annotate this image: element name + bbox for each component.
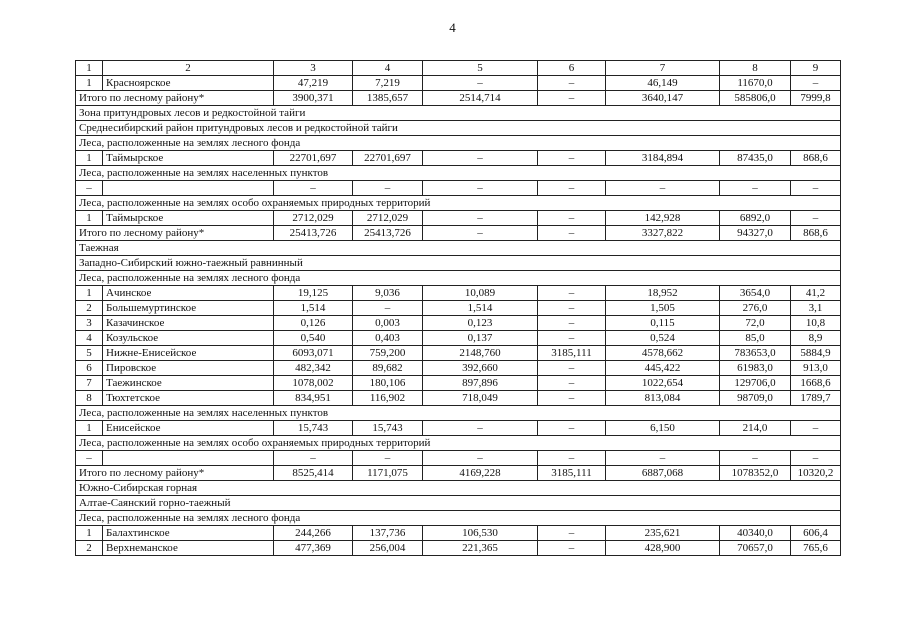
table-cell: 0,123: [423, 316, 538, 331]
table-cell: 482,342: [274, 361, 353, 376]
section-title: Алтае-Саянский горно-таежный: [76, 496, 841, 511]
table-cell: 221,365: [423, 541, 538, 556]
table-cell: –: [791, 211, 841, 226]
table-cell: 428,900: [606, 541, 720, 556]
section-row: [76, 241, 841, 256]
section-title: Леса, расположенные на землях лесного фонда: [76, 136, 841, 151]
table-row: [76, 331, 841, 346]
section-title: Леса, расположенные на землях особо охраняемых природных территорий: [76, 436, 841, 451]
table-cell: 0,524: [606, 331, 720, 346]
forestry-name: Балахтинское: [103, 526, 274, 541]
forestry-name: Пировское: [103, 361, 274, 376]
table-cell: –: [606, 181, 720, 196]
table-cell: 15,743: [353, 421, 423, 436]
forestry-name: Козульское: [103, 331, 274, 346]
forest-data-table: [75, 60, 841, 556]
table-cell: 85,0: [720, 331, 791, 346]
table-cell: –: [538, 316, 606, 331]
table-cell: 1385,657: [353, 91, 423, 106]
section-title: Леса, расположенные на землях населенных пунктов: [76, 406, 841, 421]
forestry-name: Большемуртинское: [103, 301, 274, 316]
table-cell: 4169,228: [423, 466, 538, 481]
table-cell: 4578,662: [606, 346, 720, 361]
table-cell: 180,106: [353, 376, 423, 391]
table-cell: 256,004: [353, 541, 423, 556]
forestry-name: Енисейское: [103, 421, 274, 436]
table-cell: –: [538, 376, 606, 391]
table-cell: 6887,068: [606, 466, 720, 481]
table-cell: 477,369: [274, 541, 353, 556]
row-number: –: [76, 181, 103, 196]
table-cell: 22701,697: [353, 151, 423, 166]
table-cell: –: [538, 361, 606, 376]
table-cell: 2712,029: [353, 211, 423, 226]
forestry-name: Нижне-Енисейское: [103, 346, 274, 361]
table-cell: –: [791, 451, 841, 466]
table-cell: 70657,0: [720, 541, 791, 556]
total-label: Итого по лесному району*: [76, 91, 274, 106]
table-cell: 7999,8: [791, 91, 841, 106]
table-cell: –: [720, 181, 791, 196]
forestry-name: Таежинское: [103, 376, 274, 391]
table-cell: –: [538, 391, 606, 406]
table-cell: 3640,147: [606, 91, 720, 106]
total-label: Итого по лесному району*: [76, 226, 274, 241]
table-cell: 46,149: [606, 76, 720, 91]
table-cell: –: [538, 541, 606, 556]
table-cell: –: [791, 421, 841, 436]
table-cell: 1789,7: [791, 391, 841, 406]
table-cell: –: [538, 211, 606, 226]
section-row: [76, 136, 841, 151]
forestry-name: Ачинское: [103, 286, 274, 301]
table-cell: 445,422: [606, 361, 720, 376]
row-number: 8: [76, 391, 103, 406]
table-cell: 72,0: [720, 316, 791, 331]
table-cell: –: [274, 451, 353, 466]
table-row: [76, 301, 841, 316]
table-row: [76, 376, 841, 391]
table-cell: –: [274, 181, 353, 196]
table-cell: 87435,0: [720, 151, 791, 166]
table-cell: –: [538, 526, 606, 541]
table-row: [76, 151, 841, 166]
table-row: [76, 286, 841, 301]
table-cell: 2514,714: [423, 91, 538, 106]
section-title: Южно-Сибирская горная: [76, 481, 841, 496]
row-number: 7: [76, 376, 103, 391]
table-cell: –: [538, 421, 606, 436]
table-cell: 1,514: [423, 301, 538, 316]
table-cell: 11670,0: [720, 76, 791, 91]
section-title: Леса, расположенные на землях особо охраняемых природных территорий: [76, 196, 841, 211]
table-row: [76, 316, 841, 331]
table-cell: –: [791, 76, 841, 91]
table-cell: 1,514: [274, 301, 353, 316]
forestry-name: [103, 451, 274, 466]
row-number: 1: [76, 421, 103, 436]
table-cell: 276,0: [720, 301, 791, 316]
row-number: 2: [76, 301, 103, 316]
table-cell: 868,6: [791, 151, 841, 166]
section-row: [76, 256, 841, 271]
table-cell: 3185,111: [538, 466, 606, 481]
table-cell: 3185,111: [538, 346, 606, 361]
table-row: [76, 76, 841, 91]
table-cell: 40340,0: [720, 526, 791, 541]
table-cell: –: [538, 331, 606, 346]
table-cell: 106,530: [423, 526, 538, 541]
forestry-name: Тюхтетское: [103, 391, 274, 406]
table-cell: 25413,726: [353, 226, 423, 241]
section-row: [76, 166, 841, 181]
section-title: Таежная: [76, 241, 841, 256]
column-number-header: 4: [353, 61, 423, 76]
table-cell: –: [538, 301, 606, 316]
table-cell: –: [423, 211, 538, 226]
table-cell: 3327,822: [606, 226, 720, 241]
table-cell: 25413,726: [274, 226, 353, 241]
table-cell: –: [606, 451, 720, 466]
table-cell: 244,266: [274, 526, 353, 541]
table-cell: 6093,071: [274, 346, 353, 361]
section-row: [76, 121, 841, 136]
table-cell: –: [423, 76, 538, 91]
column-number-header: 2: [103, 61, 274, 76]
table-row: [76, 451, 841, 466]
column-number-header: 6: [538, 61, 606, 76]
table-cell: –: [423, 181, 538, 196]
row-number: 3: [76, 316, 103, 331]
table-cell: 10,089: [423, 286, 538, 301]
table-cell: –: [423, 421, 538, 436]
table-cell: 3184,894: [606, 151, 720, 166]
forestry-name: Таймырское: [103, 211, 274, 226]
section-row: [76, 106, 841, 121]
table-cell: –: [353, 451, 423, 466]
table-cell: 47,219: [274, 76, 353, 91]
table-cell: 1668,6: [791, 376, 841, 391]
table-cell: –: [791, 181, 841, 196]
table-cell: 41,2: [791, 286, 841, 301]
section-row: [76, 196, 841, 211]
table-cell: 2148,760: [423, 346, 538, 361]
table-cell: –: [538, 91, 606, 106]
table-cell: 6,150: [606, 421, 720, 436]
table-cell: 0,403: [353, 331, 423, 346]
section-row: [76, 481, 841, 496]
table-cell: 89,682: [353, 361, 423, 376]
section-title: Леса, расположенные на землях лесного фонда: [76, 511, 841, 526]
table-cell: 765,6: [791, 541, 841, 556]
table-cell: –: [423, 151, 538, 166]
table-cell: 783653,0: [720, 346, 791, 361]
table-cell: –: [538, 451, 606, 466]
table-cell: 606,4: [791, 526, 841, 541]
table-cell: 116,902: [353, 391, 423, 406]
forestry-name: Таймырское: [103, 151, 274, 166]
section-row: [76, 496, 841, 511]
table-cell: 3,1: [791, 301, 841, 316]
table-cell: 392,660: [423, 361, 538, 376]
forestry-name: Верхнеманское: [103, 541, 274, 556]
row-number: –: [76, 451, 103, 466]
section-row: [76, 406, 841, 421]
table-cell: –: [538, 181, 606, 196]
table-cell: 235,621: [606, 526, 720, 541]
table-cell: 1171,075: [353, 466, 423, 481]
table-cell: 759,200: [353, 346, 423, 361]
table-row: [76, 361, 841, 376]
table-cell: 137,736: [353, 526, 423, 541]
table-cell: –: [353, 181, 423, 196]
table-cell: 18,952: [606, 286, 720, 301]
table-cell: 834,951: [274, 391, 353, 406]
table-cell: 813,084: [606, 391, 720, 406]
row-number: 1: [76, 76, 103, 91]
total-label: Итого по лесному району*: [76, 466, 274, 481]
section-title: Леса, расположенные на землях населенных пунктов: [76, 166, 841, 181]
table-cell: 913,0: [791, 361, 841, 376]
table-cell: 718,049: [423, 391, 538, 406]
total-row: [76, 91, 841, 106]
table-cell: 0,540: [274, 331, 353, 346]
table-cell: 2712,029: [274, 211, 353, 226]
table-cell: 0,137: [423, 331, 538, 346]
row-number: 1: [76, 526, 103, 541]
table-cell: 142,928: [606, 211, 720, 226]
column-number-header: 9: [791, 61, 841, 76]
table-cell: 6892,0: [720, 211, 791, 226]
table-cell: 8,9: [791, 331, 841, 346]
table-cell: 19,125: [274, 286, 353, 301]
table-cell: 3654,0: [720, 286, 791, 301]
row-number: 2: [76, 541, 103, 556]
row-number: 5: [76, 346, 103, 361]
table-cell: 214,0: [720, 421, 791, 436]
table-cell: 3900,371: [274, 91, 353, 106]
section-row: [76, 271, 841, 286]
table-row: [76, 391, 841, 406]
row-number: 4: [76, 331, 103, 346]
page-number: 4: [449, 20, 456, 35]
table-cell: –: [353, 301, 423, 316]
header-row: [76, 61, 841, 76]
row-number: 1: [76, 211, 103, 226]
forestry-name: [103, 181, 274, 196]
table-cell: 1,505: [606, 301, 720, 316]
forestry-name: Красноярское: [103, 76, 274, 91]
table-cell: 868,6: [791, 226, 841, 241]
table-cell: 585806,0: [720, 91, 791, 106]
table-cell: 10,8: [791, 316, 841, 331]
table-row: [76, 526, 841, 541]
section-title: Зона притундровых лесов и редкостойной тайги: [76, 106, 841, 121]
column-number-header: 1: [76, 61, 103, 76]
table-cell: –: [423, 451, 538, 466]
section-title: Среднесибирский район притундровых лесов и редкостойной тайги: [76, 121, 841, 136]
table-cell: 7,219: [353, 76, 423, 91]
column-number-header: 7: [606, 61, 720, 76]
table-cell: 0,115: [606, 316, 720, 331]
table-cell: 98709,0: [720, 391, 791, 406]
section-row: [76, 436, 841, 451]
forestry-name: Казачинское: [103, 316, 274, 331]
table-cell: 10320,2: [791, 466, 841, 481]
row-number: 6: [76, 361, 103, 376]
table-cell: 0,126: [274, 316, 353, 331]
row-number: 1: [76, 286, 103, 301]
table-cell: 22701,697: [274, 151, 353, 166]
column-number-header: 3: [274, 61, 353, 76]
section-row: [76, 511, 841, 526]
section-title: Западно-Сибирский южно-таежный равнинный: [76, 256, 841, 271]
table-cell: –: [423, 226, 538, 241]
section-title: Леса, расположенные на землях лесного фонда: [76, 271, 841, 286]
table-cell: 0,003: [353, 316, 423, 331]
table-cell: –: [538, 76, 606, 91]
table-cell: 9,036: [353, 286, 423, 301]
table-cell: 897,896: [423, 376, 538, 391]
table-cell: –: [720, 451, 791, 466]
table-cell: 5884,9: [791, 346, 841, 361]
table-cell: 94327,0: [720, 226, 791, 241]
column-number-header: 8: [720, 61, 791, 76]
table-row: [76, 541, 841, 556]
table-row: [76, 211, 841, 226]
table-row: [76, 346, 841, 361]
table-cell: 1078352,0: [720, 466, 791, 481]
row-number: 1: [76, 151, 103, 166]
table-cell: 15,743: [274, 421, 353, 436]
table-cell: 61983,0: [720, 361, 791, 376]
total-row: [76, 226, 841, 241]
table-cell: –: [538, 286, 606, 301]
table-row: [76, 181, 841, 196]
table-cell: –: [538, 151, 606, 166]
table-cell: 8525,414: [274, 466, 353, 481]
total-row: [76, 466, 841, 481]
table-cell: 129706,0: [720, 376, 791, 391]
column-number-header: 5: [423, 61, 538, 76]
table-cell: 1022,654: [606, 376, 720, 391]
table-cell: 1078,002: [274, 376, 353, 391]
table-body: [76, 61, 841, 556]
table-cell: –: [538, 226, 606, 241]
table-row: [76, 421, 841, 436]
